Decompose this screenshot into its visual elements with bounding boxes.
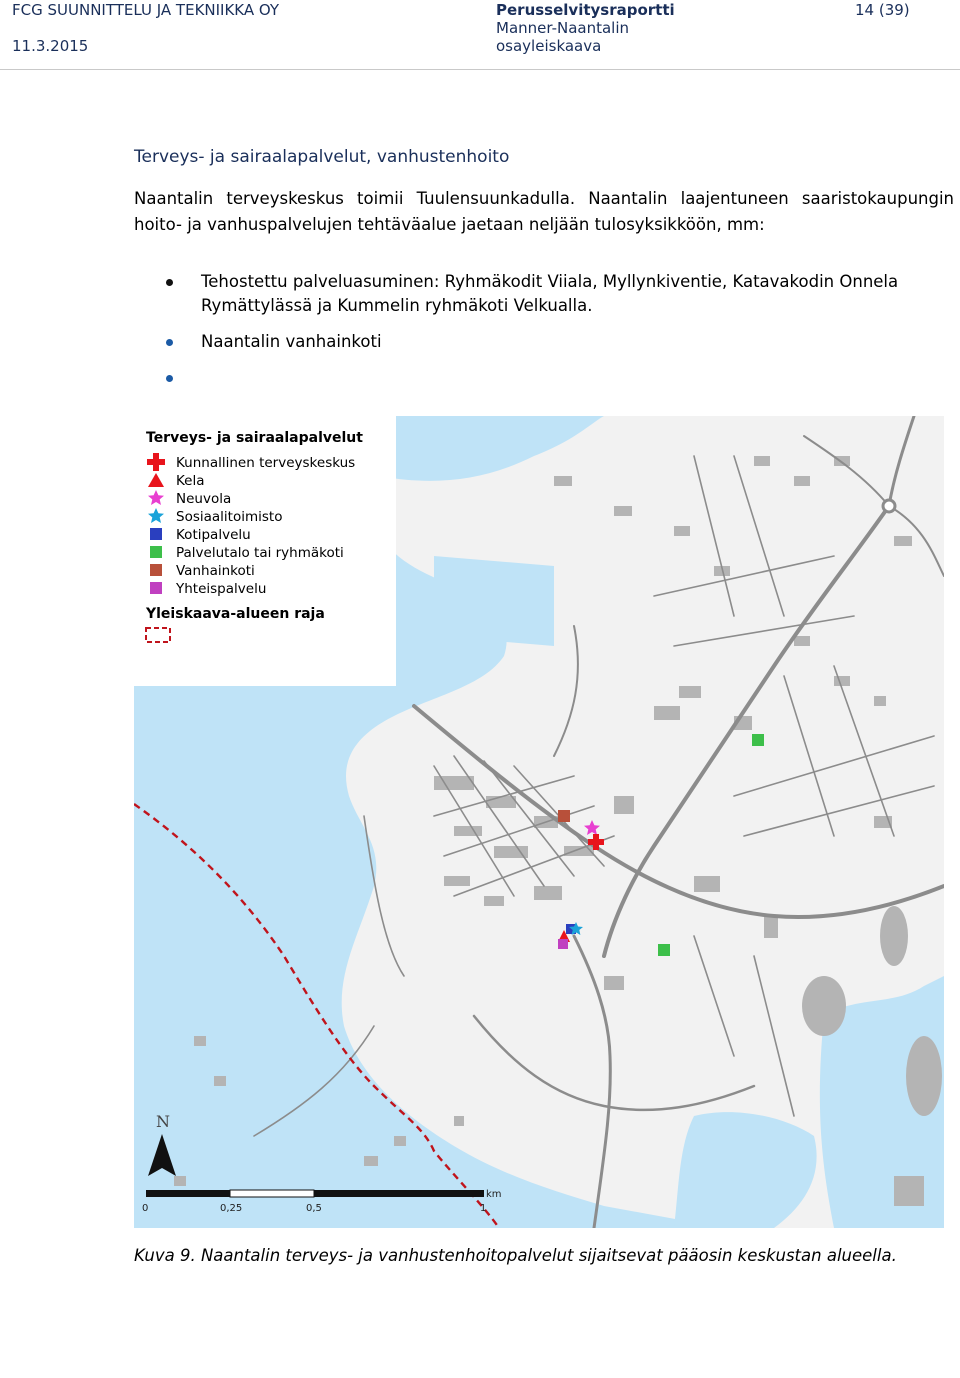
figure-caption: Kuva 9. Naantalin terveys- ja vanhustenhoitopalvelut sijaitsevat pääosin keskustan alueella. xyxy=(134,1246,897,1265)
scale-unit: km xyxy=(486,1189,502,1200)
header-report-title: Perusselvitysraportti xyxy=(496,1,675,19)
scale-label: 0,25 xyxy=(220,1203,243,1214)
scale-label: 1 xyxy=(480,1203,487,1214)
joint-service-marker xyxy=(558,939,568,949)
header-subtitle-1: Manner-Naantalin xyxy=(496,19,630,37)
elderly-home-marker xyxy=(558,810,570,822)
legend-item-label: Kunnallinen terveyskeskus xyxy=(176,455,356,471)
legend-title: Terveys- ja sairaalapalvelut xyxy=(146,430,363,446)
scale-label: 0,5 xyxy=(306,1203,322,1214)
bullet-list xyxy=(166,270,956,402)
header-page-number: 14 (39) xyxy=(855,1,910,19)
legend-item-label: Vanhainkoti xyxy=(176,563,255,579)
bullet-dot-icon xyxy=(166,375,173,382)
bullet-text: Tehostettu palveluasuminen: Ryhmäkodit Viiala, Myllynkiventie, Katavakodin Onnela Rymättylässä ja Kummelin ryhmäkoti Velkualla. xyxy=(201,272,899,315)
header-date: 11.3.2015 xyxy=(12,37,89,55)
bullet-text: Naantalin vanhainkoti xyxy=(201,332,382,351)
bullet-dot-icon xyxy=(166,339,173,346)
header-divider xyxy=(0,69,960,70)
group-home-marker xyxy=(752,734,764,746)
north-label: N xyxy=(156,1112,170,1131)
services-map xyxy=(134,416,944,1228)
bullet-dot-icon xyxy=(166,279,173,286)
legend-item-label: Palvelutalo tai ryhmäkoti xyxy=(176,545,344,561)
scale-label: 0 xyxy=(142,1203,149,1214)
green-square-icon xyxy=(150,546,162,558)
legend-item-label: Yhteispalvelu xyxy=(176,581,267,597)
bullet-item xyxy=(166,366,956,390)
bullet-item xyxy=(166,270,956,318)
section-title: Terveys- ja sairaalapalvelut, vanhustenhoito xyxy=(134,147,510,167)
brown-square-icon xyxy=(150,564,162,576)
legend-item-label: Sosiaalitoimisto xyxy=(176,509,283,525)
section-paragraph: Naantalin terveyskeskus toimii Tuulensuunkadulla. Naantalin laajentuneen saaristokaupungin hoito- ja vanhuspalvelujen tehtäväalue jaetaan neljään tulosyksikköön, mm: xyxy=(134,189,954,234)
legend-item-label: Kotipalvelu xyxy=(176,527,251,543)
blue-square-icon xyxy=(150,528,162,540)
group-home-marker xyxy=(658,944,670,956)
legend-item-label: Neuvola xyxy=(176,491,232,507)
bullet-item xyxy=(166,330,956,354)
legend-item-label: Kela xyxy=(176,473,205,489)
header-subtitle-2: osayleiskaava xyxy=(496,37,602,55)
map-roundabout xyxy=(883,500,895,512)
boundary-legend-title: Yleiskaava-alueen raja xyxy=(146,606,325,622)
header-company: FCG SUUNNITTELU JA TEKNIIKKA OY xyxy=(12,1,280,19)
purple-square-icon xyxy=(150,582,162,594)
